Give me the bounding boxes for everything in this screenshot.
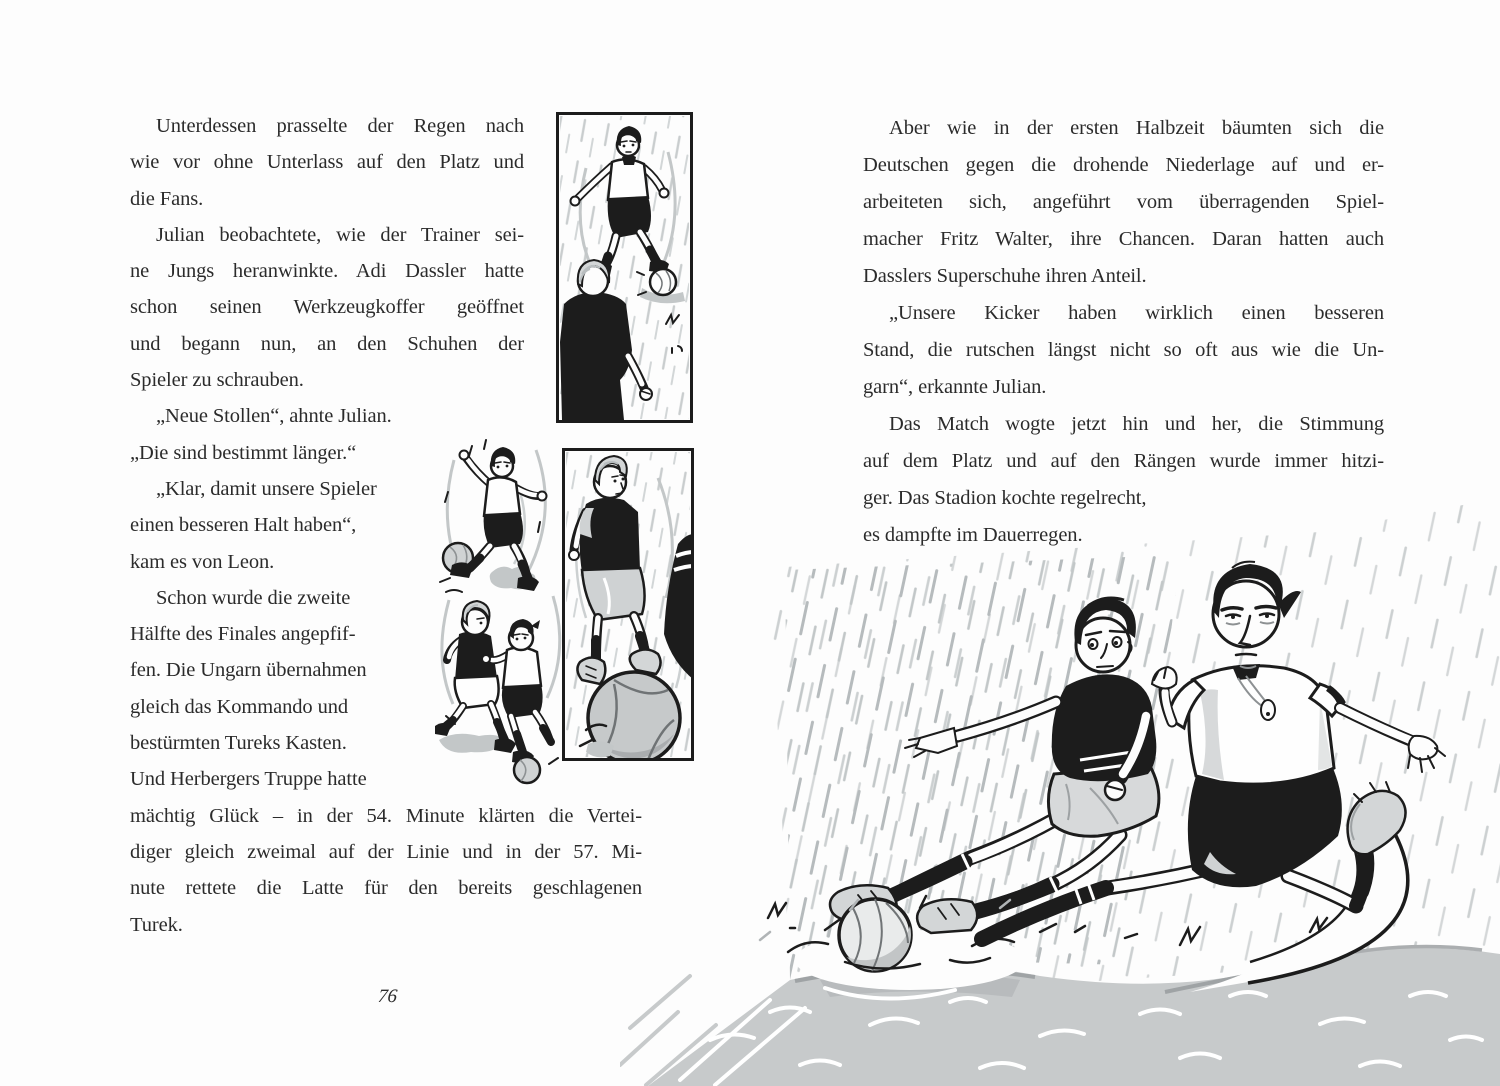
text-line: Aber wie in der ersten Halbzeit bäumten sich die	[889, 117, 1384, 139]
text-line: Deutschen gegen die drohende Niederlage auf und er-	[863, 154, 1384, 176]
text-line: gleich das Kommando und	[130, 695, 349, 718]
text-line: „Klar, damit unsere Spieler	[156, 477, 377, 500]
text-line: fen. Die Ungarn übernahmen	[130, 659, 367, 682]
text-line: arbeiteten sich, angeführt vom überragenden Spiel-	[863, 191, 1384, 213]
text-line: wie vor ohne Unterlass auf den Platz und	[130, 151, 524, 174]
text-line: garn“, erkannte Julian.	[863, 376, 1047, 398]
text-line: Stand, die rutschen längst nicht so oft aus wie die Un-	[863, 339, 1384, 361]
text-line: Julian beobachtete, wie der Trainer sei-	[156, 223, 524, 246]
text-line: Schon wurde die zweite	[156, 586, 351, 609]
text-line: Das Match wogte jetzt hin und her, die Stimmung	[889, 413, 1384, 435]
page-number: 76	[376, 986, 399, 1007]
text-line: es dampfte im Dauerregen.	[863, 524, 1083, 546]
text-line: auf dem Platz und auf den Rängen wurde immer hitzi-	[863, 450, 1384, 472]
text-line: „Unsere Kicker haben wirklich einen besseren	[889, 302, 1384, 324]
text-line: mächtig Glück – in der 54. Minute klärten die Vertei-	[130, 804, 642, 827]
text-line: nute rettete die Latte für den bereits geschlagenen	[130, 877, 642, 900]
text-line: „Neue Stollen“, ahnte Julian.	[156, 405, 392, 428]
text-line: und begann nun, an den Schuhen der	[130, 332, 524, 355]
text-line: Spieler zu schrauben.	[130, 369, 304, 392]
text-line: ne Jungs heranwinkte. Adi Dassler hatte	[130, 260, 524, 283]
text-line: bestürmten Tureks Kasten.	[130, 732, 347, 755]
text-line: Und Herbergers Truppe hatte	[130, 768, 367, 791]
text-line: die Fans.	[130, 187, 204, 210]
illustration-main	[620, 440, 1500, 1086]
text-line: Dasslers Superschuhe ihren Anteil.	[863, 265, 1147, 287]
ball	[514, 757, 540, 783]
text-line: Turek.	[130, 913, 183, 936]
comic-panel-top	[556, 112, 693, 423]
vignette-duel	[435, 588, 567, 788]
text-line: Hälfte des Finales angepfif-	[130, 623, 356, 646]
text-line: ger. Das Stadion kochte regelrecht,	[863, 487, 1147, 509]
text-line: einen besseren Halt haben“,	[130, 514, 357, 537]
text-line: schon seinen Werkzeugkoffer geöffnet	[130, 296, 524, 319]
text-line: Unterdessen prasselte der Regen nach	[156, 115, 524, 137]
text-line: „Die sind bestimmt länger.“	[130, 441, 357, 464]
text-line: macher Fritz Walter, ihre Chancen. Daran hatten auch	[863, 228, 1384, 250]
text-line: diger gleich zweimal auf der Linie und in der 57. Mi-	[130, 840, 642, 863]
text-line: kam es von Leon.	[130, 550, 275, 573]
